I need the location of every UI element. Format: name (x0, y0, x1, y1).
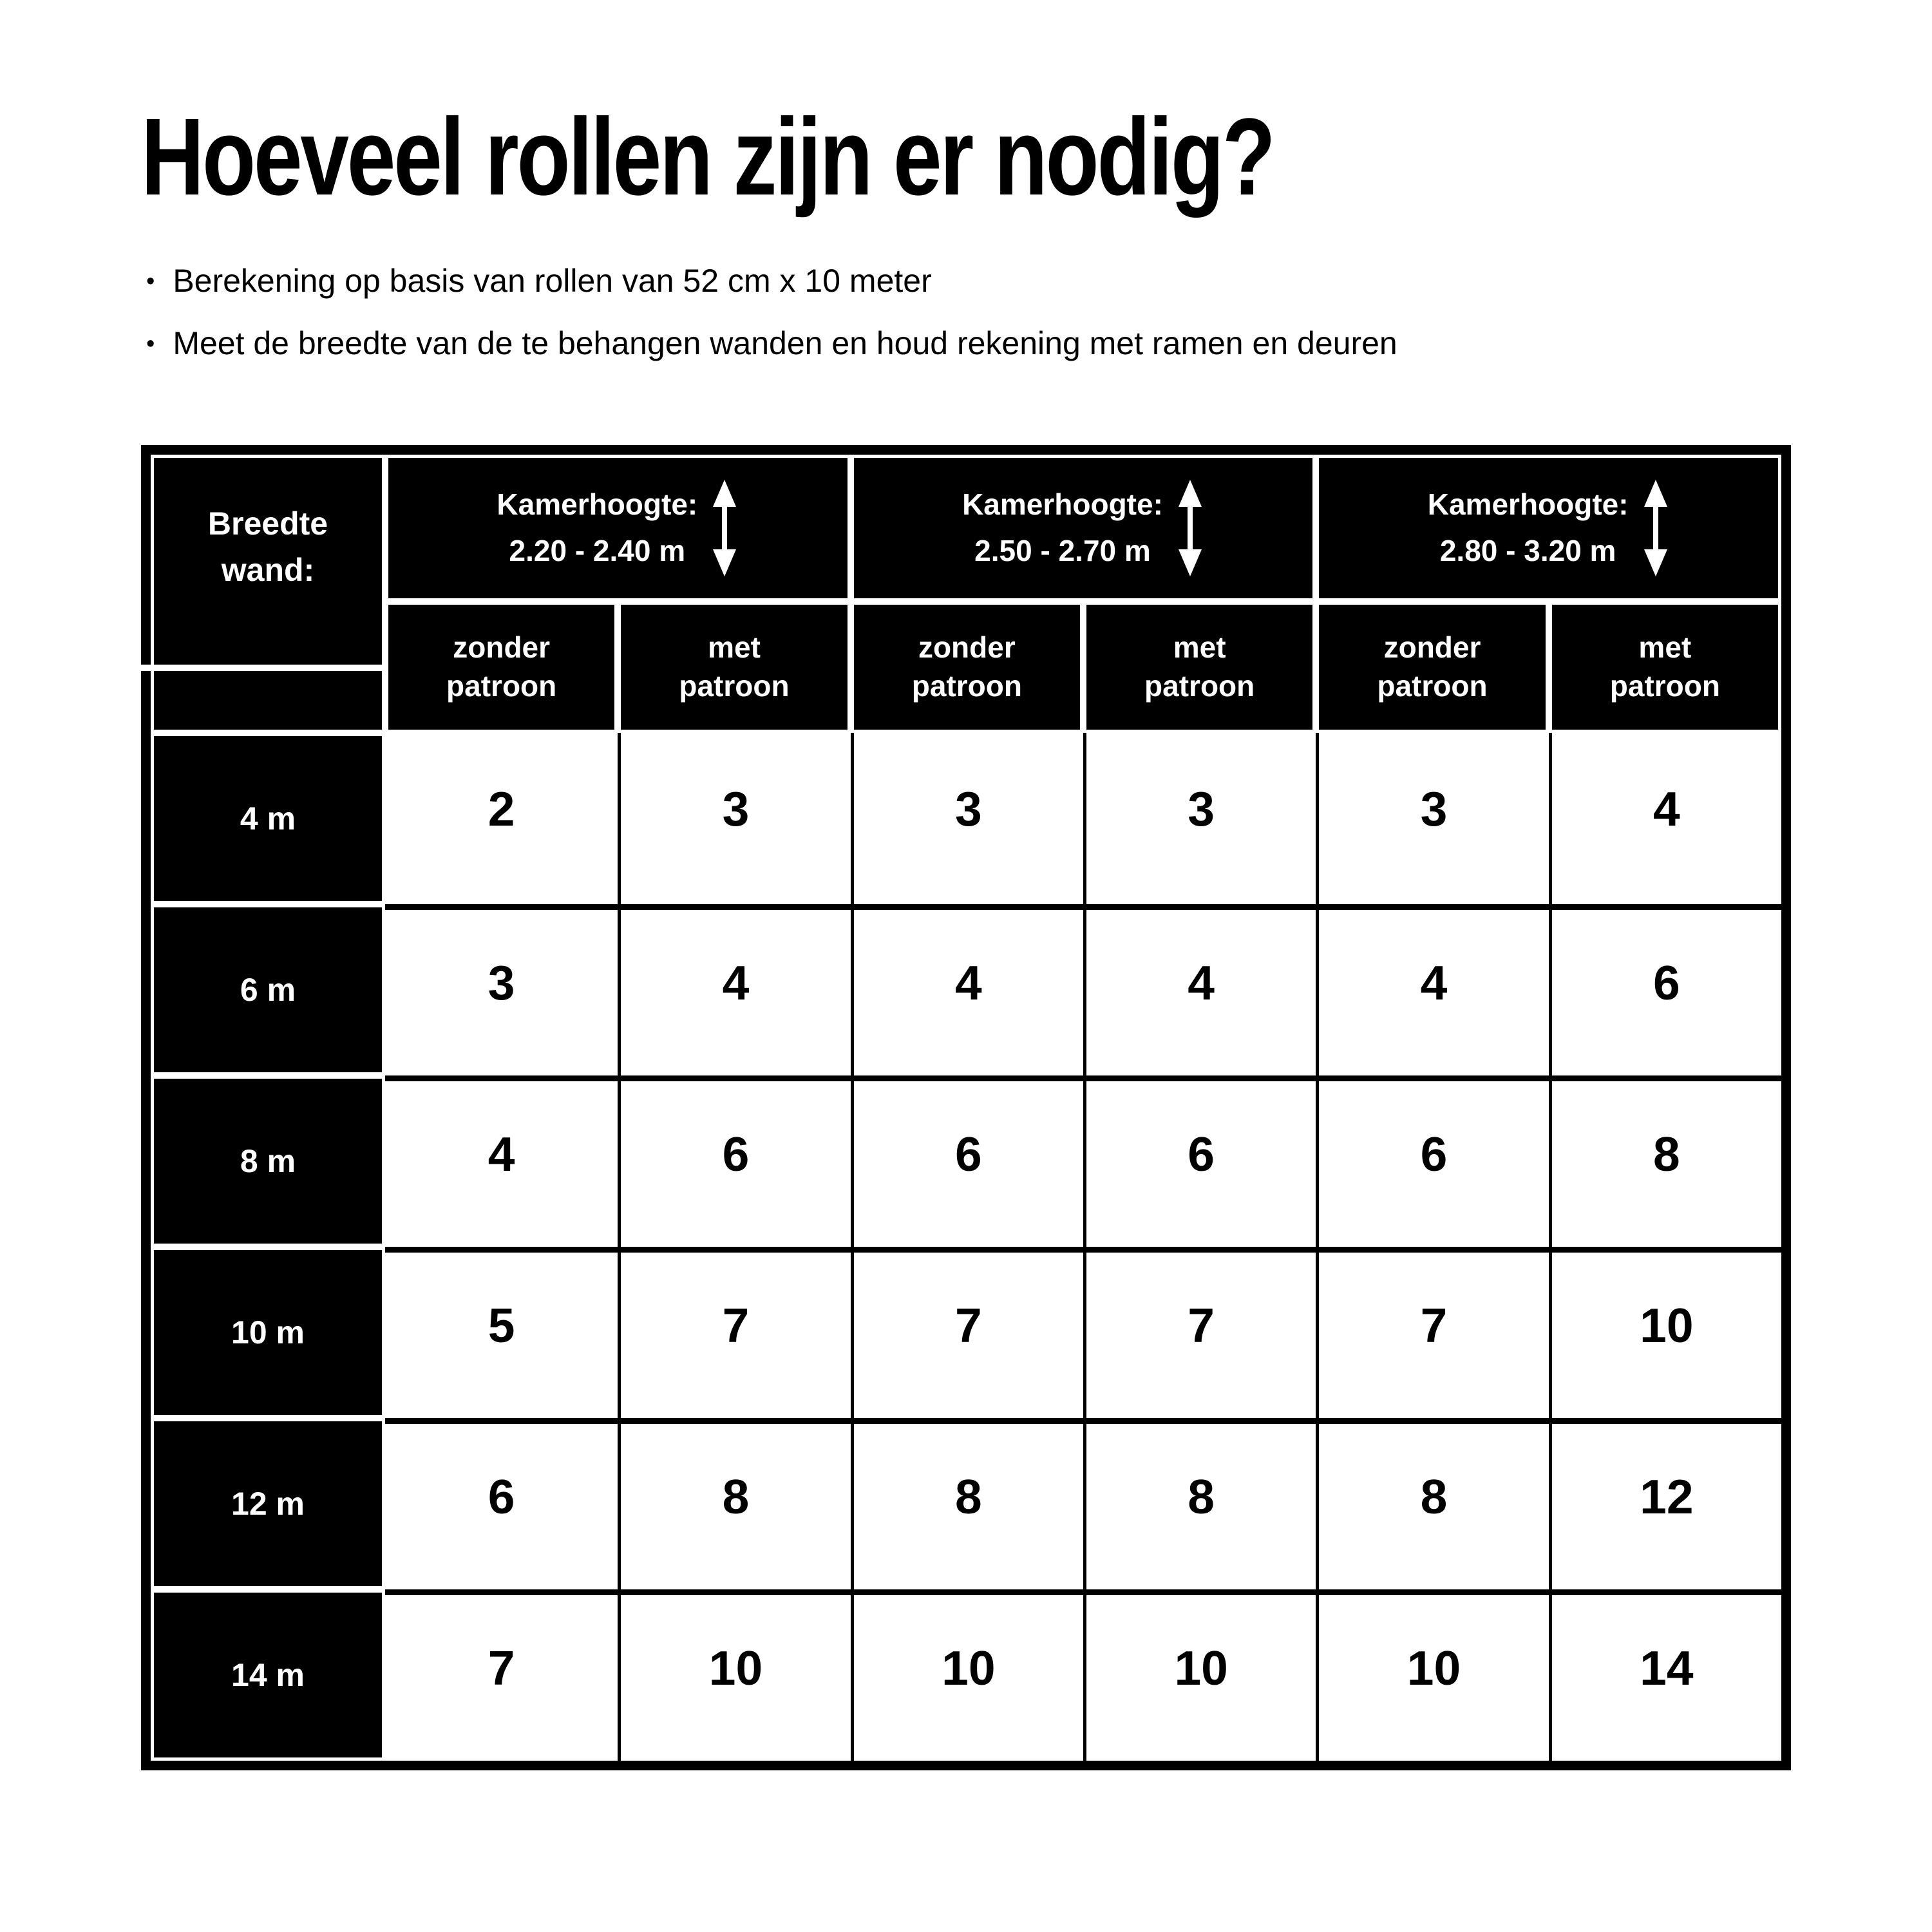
data-cell: 4 (1083, 904, 1316, 1075)
data-cell: 4 (618, 904, 850, 1075)
group-title: Kamerhoogte: (1427, 488, 1629, 522)
bullet-text: Meet de breedte van de te behangen wanden en houd rekening met ramen en deuren (173, 325, 1397, 361)
data-cell: 7 (851, 1247, 1083, 1418)
group-range: 2.50 - 2.70 m (974, 533, 1151, 567)
column-group-header (388, 458, 848, 598)
data-cell: 6 (1549, 904, 1781, 1075)
data-cell: 3 (1316, 733, 1548, 904)
height-double-arrow-icon (710, 480, 739, 576)
data-cell: 4 (1316, 904, 1548, 1075)
height-double-arrow-icon (1642, 480, 1670, 576)
subheader-cell: zonder patroon (1319, 605, 1545, 730)
column-group-header (854, 458, 1313, 598)
data-cell: 4 (851, 904, 1083, 1075)
data-cell: 8 (851, 1418, 1083, 1589)
data-cell: 8 (1316, 1418, 1548, 1589)
data-cell: 6 (1083, 1075, 1316, 1247)
row-label-cell: 12 m (154, 1421, 382, 1586)
data-cell: 8 (1549, 1075, 1781, 1247)
bullet-dot: • (146, 330, 155, 357)
data-cell: 6 (618, 1075, 850, 1247)
data-cell: 7 (1316, 1247, 1548, 1418)
data-cell: 12 (1549, 1418, 1781, 1589)
data-cell: 4 (385, 1075, 618, 1247)
data-cell: 3 (618, 733, 850, 904)
data-cell: 5 (385, 1247, 618, 1418)
data-cell: 6 (385, 1418, 618, 1589)
column-group-header (1319, 458, 1778, 598)
subheader-cell: met patroon (621, 605, 847, 730)
bullet-item (146, 260, 1791, 302)
data-cell: 8 (618, 1418, 850, 1589)
data-cell: 14 (1549, 1589, 1781, 1761)
bullet-text: Berekening op basis van rollen van 52 cm x 10 meter (173, 262, 932, 299)
subheader-cell: met patroon (1086, 605, 1312, 730)
rolls-needed-table (141, 445, 1791, 1770)
column-group-text (962, 482, 1163, 574)
subheader-cell: met patroon (1552, 605, 1778, 730)
row-label-cell: 6 m (154, 907, 382, 1072)
data-cell: 2 (385, 733, 618, 904)
data-cell: 10 (1549, 1247, 1781, 1418)
bullet-list (141, 260, 1791, 365)
data-cell: 3 (1083, 733, 1316, 904)
bullet-item (146, 323, 1791, 365)
data-cell: 3 (851, 733, 1083, 904)
height-double-arrow-icon (1176, 480, 1204, 576)
group-range: 2.20 - 2.40 m (509, 533, 686, 567)
group-range: 2.80 - 3.20 m (1439, 533, 1616, 567)
group-title: Kamerhoogte: (962, 488, 1163, 522)
group-title: Kamerhoogte: (497, 488, 698, 522)
data-cell: 6 (1316, 1075, 1548, 1247)
subheader-cell: zonder patroon (388, 605, 614, 730)
data-cell: 8 (1083, 1418, 1316, 1589)
data-cell: 3 (385, 904, 618, 1075)
data-cell: 6 (851, 1075, 1083, 1247)
data-cell: 4 (1549, 733, 1781, 904)
row-header-cell (154, 458, 382, 730)
data-cell: 7 (618, 1247, 850, 1418)
data-cell: 10 (1083, 1589, 1316, 1761)
data-cell: 10 (1316, 1589, 1548, 1761)
data-cell: 7 (1083, 1247, 1316, 1418)
row-header-label: Breedte wand: (207, 505, 328, 588)
page-title: Hoeveel rollen zijn er nodig? (141, 96, 1274, 218)
bullet-dot: • (146, 267, 155, 295)
column-group-text (1428, 482, 1629, 574)
column-group-text (497, 482, 697, 574)
row-label-cell: 4 m (154, 736, 382, 901)
data-cell: 7 (385, 1589, 618, 1761)
row-label-cell: 10 m (154, 1250, 382, 1415)
row-label-cell: 14 m (154, 1593, 382, 1757)
data-cell: 10 (851, 1589, 1083, 1761)
row-label-cell: 8 m (154, 1079, 382, 1244)
data-cell: 10 (618, 1589, 850, 1761)
subheader-cell: zonder patroon (854, 605, 1080, 730)
